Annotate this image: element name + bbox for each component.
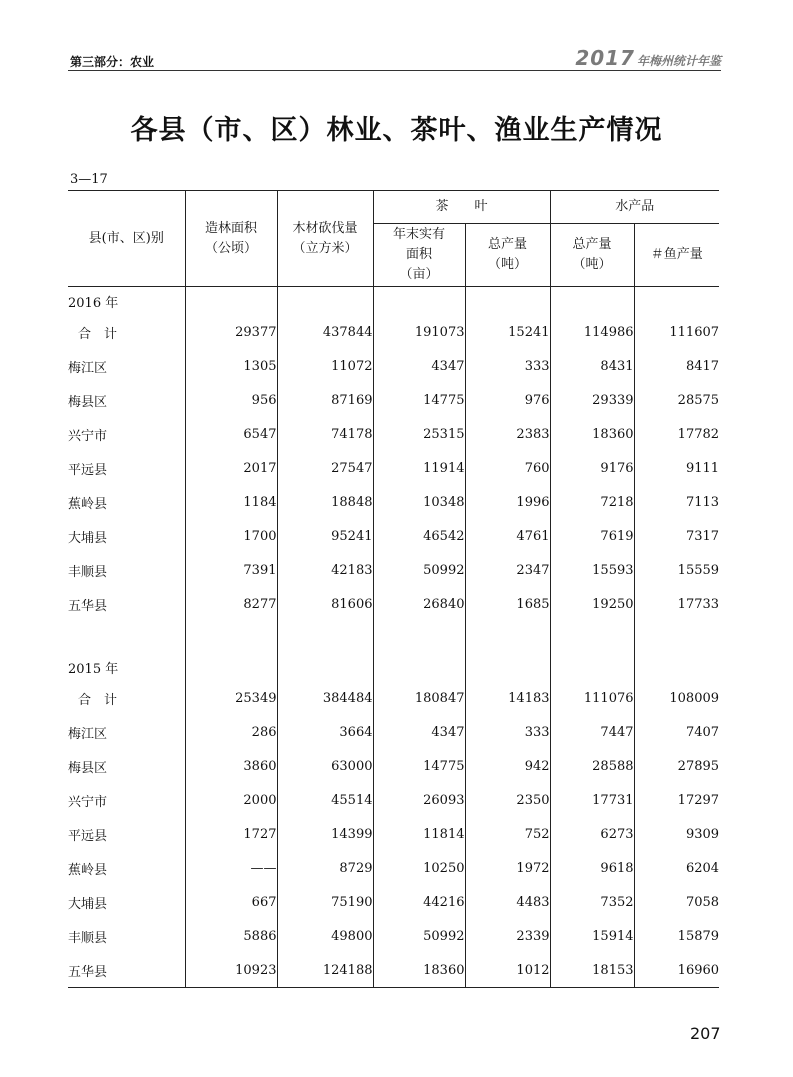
- table-cell: 49800: [277, 919, 373, 953]
- table-row: [68, 885, 719, 919]
- table-cell: 27895: [634, 749, 719, 783]
- table-cell: 111607: [634, 315, 719, 349]
- row-label: 大埔县: [68, 530, 108, 546]
- table-cell: 17733: [634, 587, 719, 621]
- table-code: 3—17: [70, 172, 108, 187]
- table-row: [68, 349, 719, 383]
- table-cell: 4347: [373, 349, 465, 383]
- table-cell: 27547: [277, 451, 373, 485]
- table-cell: 4347: [373, 715, 465, 749]
- table-cell: 18360: [550, 417, 634, 451]
- table-row: [68, 953, 719, 988]
- table-cell: 95241: [277, 519, 373, 553]
- table-cell: 4761: [465, 519, 550, 553]
- table-cell: 437844: [277, 315, 373, 349]
- table-cell: 15241: [465, 315, 550, 349]
- col-header-region: 县(市、区)别: [68, 191, 185, 287]
- table-cell: ——: [185, 851, 277, 885]
- col-header-afforestation-text: 造林面积（公顷）: [204, 220, 257, 256]
- table-cell: 15914: [550, 919, 634, 953]
- table-cell: 956: [185, 383, 277, 417]
- row-label: 合 计: [78, 326, 118, 342]
- table-cell: 4483: [465, 885, 550, 919]
- table-cell: 14183: [465, 681, 550, 715]
- table-cell: 760: [465, 451, 550, 485]
- table-cell: 46542: [373, 519, 465, 553]
- table-cell: 7317: [634, 519, 719, 553]
- table-cell: 74178: [277, 417, 373, 451]
- col-header-aquatic-output-text: 总产量（吨）: [572, 237, 612, 272]
- row-label: 梅江区: [68, 360, 108, 376]
- table-row: [68, 587, 719, 621]
- year-label: 2016 年: [68, 295, 119, 311]
- table-cell: 9618: [550, 851, 634, 885]
- table-cell: 28575: [634, 383, 719, 417]
- book-title: 年梅州统计年鉴: [636, 54, 721, 68]
- table-cell: 29339: [550, 383, 634, 417]
- table-cell: 2339: [465, 919, 550, 953]
- table-cell: 15559: [634, 553, 719, 587]
- table-cell: 1685: [465, 587, 550, 621]
- spacer-row: [68, 621, 719, 653]
- table-cell: 2383: [465, 417, 550, 451]
- table-cell: 7407: [634, 715, 719, 749]
- table-cell: 26840: [373, 587, 465, 621]
- year-row: [68, 287, 719, 316]
- table-cell: 26093: [373, 783, 465, 817]
- table-cell: 1305: [185, 349, 277, 383]
- table-cell: 11914: [373, 451, 465, 485]
- table-cell: 11072: [277, 349, 373, 383]
- table-row: [68, 817, 719, 851]
- table-cell: 9176: [550, 451, 634, 485]
- table-cell: 9309: [634, 817, 719, 851]
- col-group-tea: 茶 叶: [373, 191, 550, 224]
- table-cell: 1700: [185, 519, 277, 553]
- table-cell: 25315: [373, 417, 465, 451]
- col-group-aquatic: 水产品: [550, 191, 719, 224]
- row-label: 五华县: [68, 964, 108, 980]
- table-cell: 752: [465, 817, 550, 851]
- table-row: [68, 519, 719, 553]
- table-cell: 7447: [550, 715, 634, 749]
- table-row: [68, 715, 719, 749]
- table-cell: 1996: [465, 485, 550, 519]
- table-row: [68, 485, 719, 519]
- table-cell: 942: [465, 749, 550, 783]
- table-cell: 10348: [373, 485, 465, 519]
- table-cell: 15593: [550, 553, 634, 587]
- table-cell: 2347: [465, 553, 550, 587]
- table-cell: 333: [465, 349, 550, 383]
- table-cell: 6204: [634, 851, 719, 885]
- table-cell: 18360: [373, 953, 465, 988]
- table-cell: 19250: [550, 587, 634, 621]
- table-cell: 286: [185, 715, 277, 749]
- table-cell: 8431: [550, 349, 634, 383]
- table-cell: 10250: [373, 851, 465, 885]
- table-cell: 9111: [634, 451, 719, 485]
- table-cell: 50992: [373, 919, 465, 953]
- statistics-table: [68, 190, 719, 988]
- table-cell: 976: [465, 383, 550, 417]
- table-cell: 108009: [634, 681, 719, 715]
- col-header-timber: [277, 191, 373, 287]
- table-row: [68, 553, 719, 587]
- year-label: 2015 年: [68, 661, 119, 677]
- table-row: [68, 851, 719, 885]
- table-cell: 25349: [185, 681, 277, 715]
- table-cell: 180847: [373, 681, 465, 715]
- col-header-afforestation: [185, 191, 277, 287]
- table-cell: 2017: [185, 451, 277, 485]
- table-cell: 17297: [634, 783, 719, 817]
- table-cell: 111076: [550, 681, 634, 715]
- table-row: [68, 749, 719, 783]
- col-header-tea-area-text: 年末实有面积（亩）: [392, 227, 445, 282]
- table-cell: 8417: [634, 349, 719, 383]
- table-row: [68, 783, 719, 817]
- table-cell: 10923: [185, 953, 277, 988]
- table-cell: 3860: [185, 749, 277, 783]
- table-cell: 44216: [373, 885, 465, 919]
- row-label: 平远县: [68, 828, 108, 844]
- row-label: 梅县区: [68, 394, 108, 410]
- year-row: [68, 653, 719, 681]
- table-cell: 17731: [550, 783, 634, 817]
- row-label: 梅江区: [68, 726, 108, 742]
- book-year: 2017: [575, 46, 635, 70]
- running-header-book: [575, 46, 721, 70]
- table-cell: 75190: [277, 885, 373, 919]
- table-cell: 45514: [277, 783, 373, 817]
- table-cell: 333: [465, 715, 550, 749]
- table-row: [68, 919, 719, 953]
- table-cell: 15879: [634, 919, 719, 953]
- table-cell: 124188: [277, 953, 373, 988]
- col-header-tea-output-text: 总产量（吨）: [487, 237, 527, 272]
- table-cell: 6547: [185, 417, 277, 451]
- table-row: [68, 315, 719, 349]
- table-cell: 114986: [550, 315, 634, 349]
- table-cell: 87169: [277, 383, 373, 417]
- table-cell: 6273: [550, 817, 634, 851]
- table-cell: 14775: [373, 383, 465, 417]
- table-row: [68, 383, 719, 417]
- row-label: 蕉岭县: [68, 862, 108, 878]
- table-cell: 29377: [185, 315, 277, 349]
- table-row: [68, 417, 719, 451]
- col-header-fish-output: ＃鱼产量: [634, 224, 719, 287]
- table-cell: 42183: [277, 553, 373, 587]
- table-cell: 11814: [373, 817, 465, 851]
- table-cell: 18153: [550, 953, 634, 988]
- col-header-timber-text: 木材砍伐量（立方米）: [292, 220, 358, 256]
- table-cell: 7391: [185, 553, 277, 587]
- table-cell: 2000: [185, 783, 277, 817]
- table-cell: 14399: [277, 817, 373, 851]
- row-label: 蕉岭县: [68, 496, 108, 512]
- col-header-tea-area: [373, 224, 465, 287]
- table-cell: 8729: [277, 851, 373, 885]
- row-label: 五华县: [68, 598, 108, 614]
- table-cell: 7619: [550, 519, 634, 553]
- table-cell: 1012: [465, 953, 550, 988]
- row-label: 平远县: [68, 462, 108, 478]
- table-cell: 384484: [277, 681, 373, 715]
- row-label: 丰顺县: [68, 564, 108, 580]
- table-cell: 7352: [550, 885, 634, 919]
- table-cell: 28588: [550, 749, 634, 783]
- table-cell: 1727: [185, 817, 277, 851]
- table-cell: 17782: [634, 417, 719, 451]
- table-cell: 3664: [277, 715, 373, 749]
- running-header-section: 第三部分：农业: [70, 55, 155, 69]
- table-cell: 7113: [634, 485, 719, 519]
- row-label: 合 计: [78, 692, 118, 708]
- row-label: 兴宁市: [68, 794, 108, 810]
- header-rule: [68, 70, 721, 71]
- row-label: 大埔县: [68, 896, 108, 912]
- table-cell: 191073: [373, 315, 465, 349]
- table-cell: 8277: [185, 587, 277, 621]
- table-body: [68, 287, 719, 988]
- row-label: 丰顺县: [68, 930, 108, 946]
- col-header-aquatic-output: [550, 224, 634, 287]
- page-number: 207: [690, 1024, 721, 1043]
- table-cell: 2350: [465, 783, 550, 817]
- page-title: 各县（市、区）林业、茶叶、渔业生产情况: [130, 115, 663, 146]
- table-cell: 18848: [277, 485, 373, 519]
- table-row: [68, 451, 719, 485]
- table-cell: 5886: [185, 919, 277, 953]
- table-cell: 14775: [373, 749, 465, 783]
- table-cell: 7218: [550, 485, 634, 519]
- table-cell: 1184: [185, 485, 277, 519]
- row-label: 兴宁市: [68, 428, 108, 444]
- table-cell: 63000: [277, 749, 373, 783]
- table-cell: 667: [185, 885, 277, 919]
- table-cell: 50992: [373, 553, 465, 587]
- table-cell: 16960: [634, 953, 719, 988]
- row-label: 梅县区: [68, 760, 108, 776]
- table-row: [68, 681, 719, 715]
- col-header-tea-output: [465, 224, 550, 287]
- table-cell: 81606: [277, 587, 373, 621]
- table-cell: 1972: [465, 851, 550, 885]
- table-cell: 7058: [634, 885, 719, 919]
